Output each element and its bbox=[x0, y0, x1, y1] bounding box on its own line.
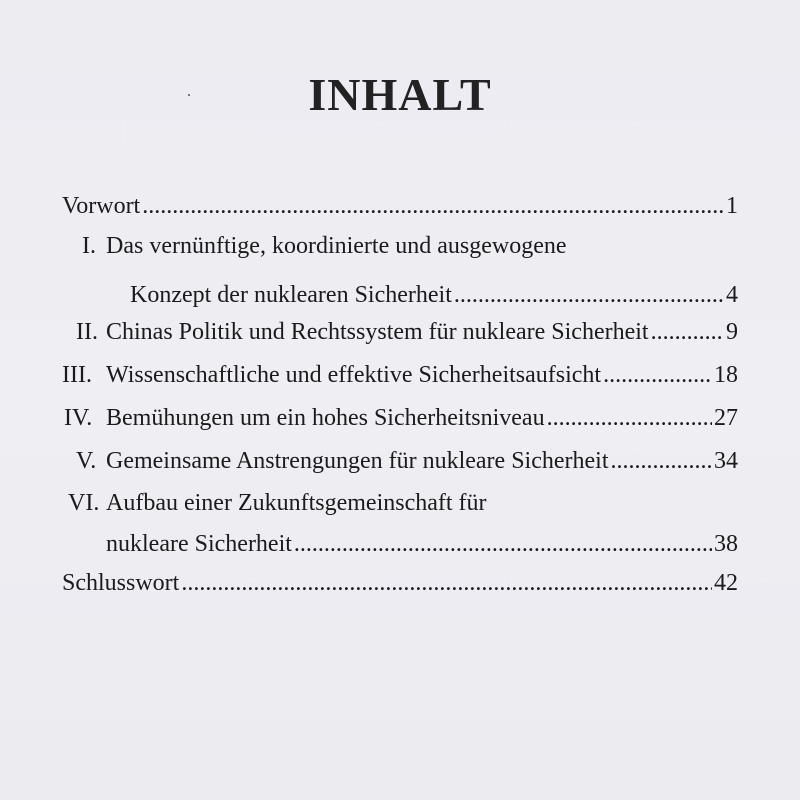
toc-entry-6-first-line bbox=[68, 490, 487, 517]
toc-entry-6 bbox=[106, 531, 738, 558]
toc-entry-page: 42 bbox=[714, 570, 738, 596]
toc-entry-3 bbox=[62, 362, 738, 389]
toc-entry-numeral: IV. bbox=[64, 405, 93, 431]
toc-entry-5 bbox=[76, 448, 738, 475]
toc-entry-numeral: VI. bbox=[68, 490, 100, 516]
toc-entry-page: 34 bbox=[714, 448, 738, 474]
toc-entry-vorwort bbox=[62, 193, 738, 220]
toc-entry-2 bbox=[76, 319, 738, 346]
toc-entry-numeral: II. bbox=[76, 319, 98, 345]
toc-leader-dots bbox=[294, 531, 712, 558]
toc-entry-line1: Aufbau einer Zukunftsgemeinschaft für bbox=[106, 490, 487, 516]
toc-entry-page: 18 bbox=[714, 362, 738, 388]
toc-entry-numeral: V. bbox=[76, 448, 97, 474]
toc-entry-label: Konzept der nuklearen Sicherheit bbox=[130, 282, 452, 308]
toc-entry-line1: Das vernünftige, koordinierte und ausgewogene bbox=[106, 233, 567, 259]
toc-entry-4 bbox=[64, 405, 738, 432]
toc-leader-dots bbox=[181, 570, 712, 597]
toc-entry-1-first-line bbox=[82, 233, 567, 260]
toc-entry-label: Gemeinsame Anstrengungen für nukleare Sicherheit bbox=[106, 448, 609, 474]
toc-entry-schlusswort bbox=[62, 570, 738, 597]
toc-entry-page: 38 bbox=[714, 531, 738, 557]
toc-entry-label: nukleare Sicherheit bbox=[106, 531, 292, 557]
toc-entry-label: Chinas Politik und Rechtssystem für nukleare Sicherheit bbox=[106, 319, 649, 345]
toc-entry-page: 1 bbox=[726, 193, 738, 219]
toc-leader-dots bbox=[651, 319, 724, 346]
page-title: INHALT bbox=[308, 69, 492, 120]
toc-leader-dots bbox=[142, 193, 724, 220]
toc-entry-label: Schlusswort bbox=[62, 570, 180, 596]
toc-leader-dots bbox=[547, 405, 712, 432]
toc-entry-numeral: III. bbox=[62, 362, 92, 388]
toc-entry-numeral: I. bbox=[82, 233, 96, 259]
toc-leader-dots bbox=[454, 282, 724, 309]
toc-entry-label: Vorwort bbox=[62, 193, 141, 219]
toc-entry-page: 4 bbox=[726, 282, 738, 308]
toc-leader-dots bbox=[603, 362, 712, 389]
toc-entry-1 bbox=[130, 282, 738, 309]
toc-entry-label: Bemühungen um ein hohes Sicherheitsniveau bbox=[106, 405, 545, 431]
toc-entry-page: 9 bbox=[726, 319, 738, 345]
toc-leader-dots bbox=[611, 448, 713, 475]
toc-entry-page: 27 bbox=[714, 405, 738, 431]
toc-entry-label: Wissenschaftliche und effektive Sicherheitsaufsicht bbox=[106, 362, 602, 388]
